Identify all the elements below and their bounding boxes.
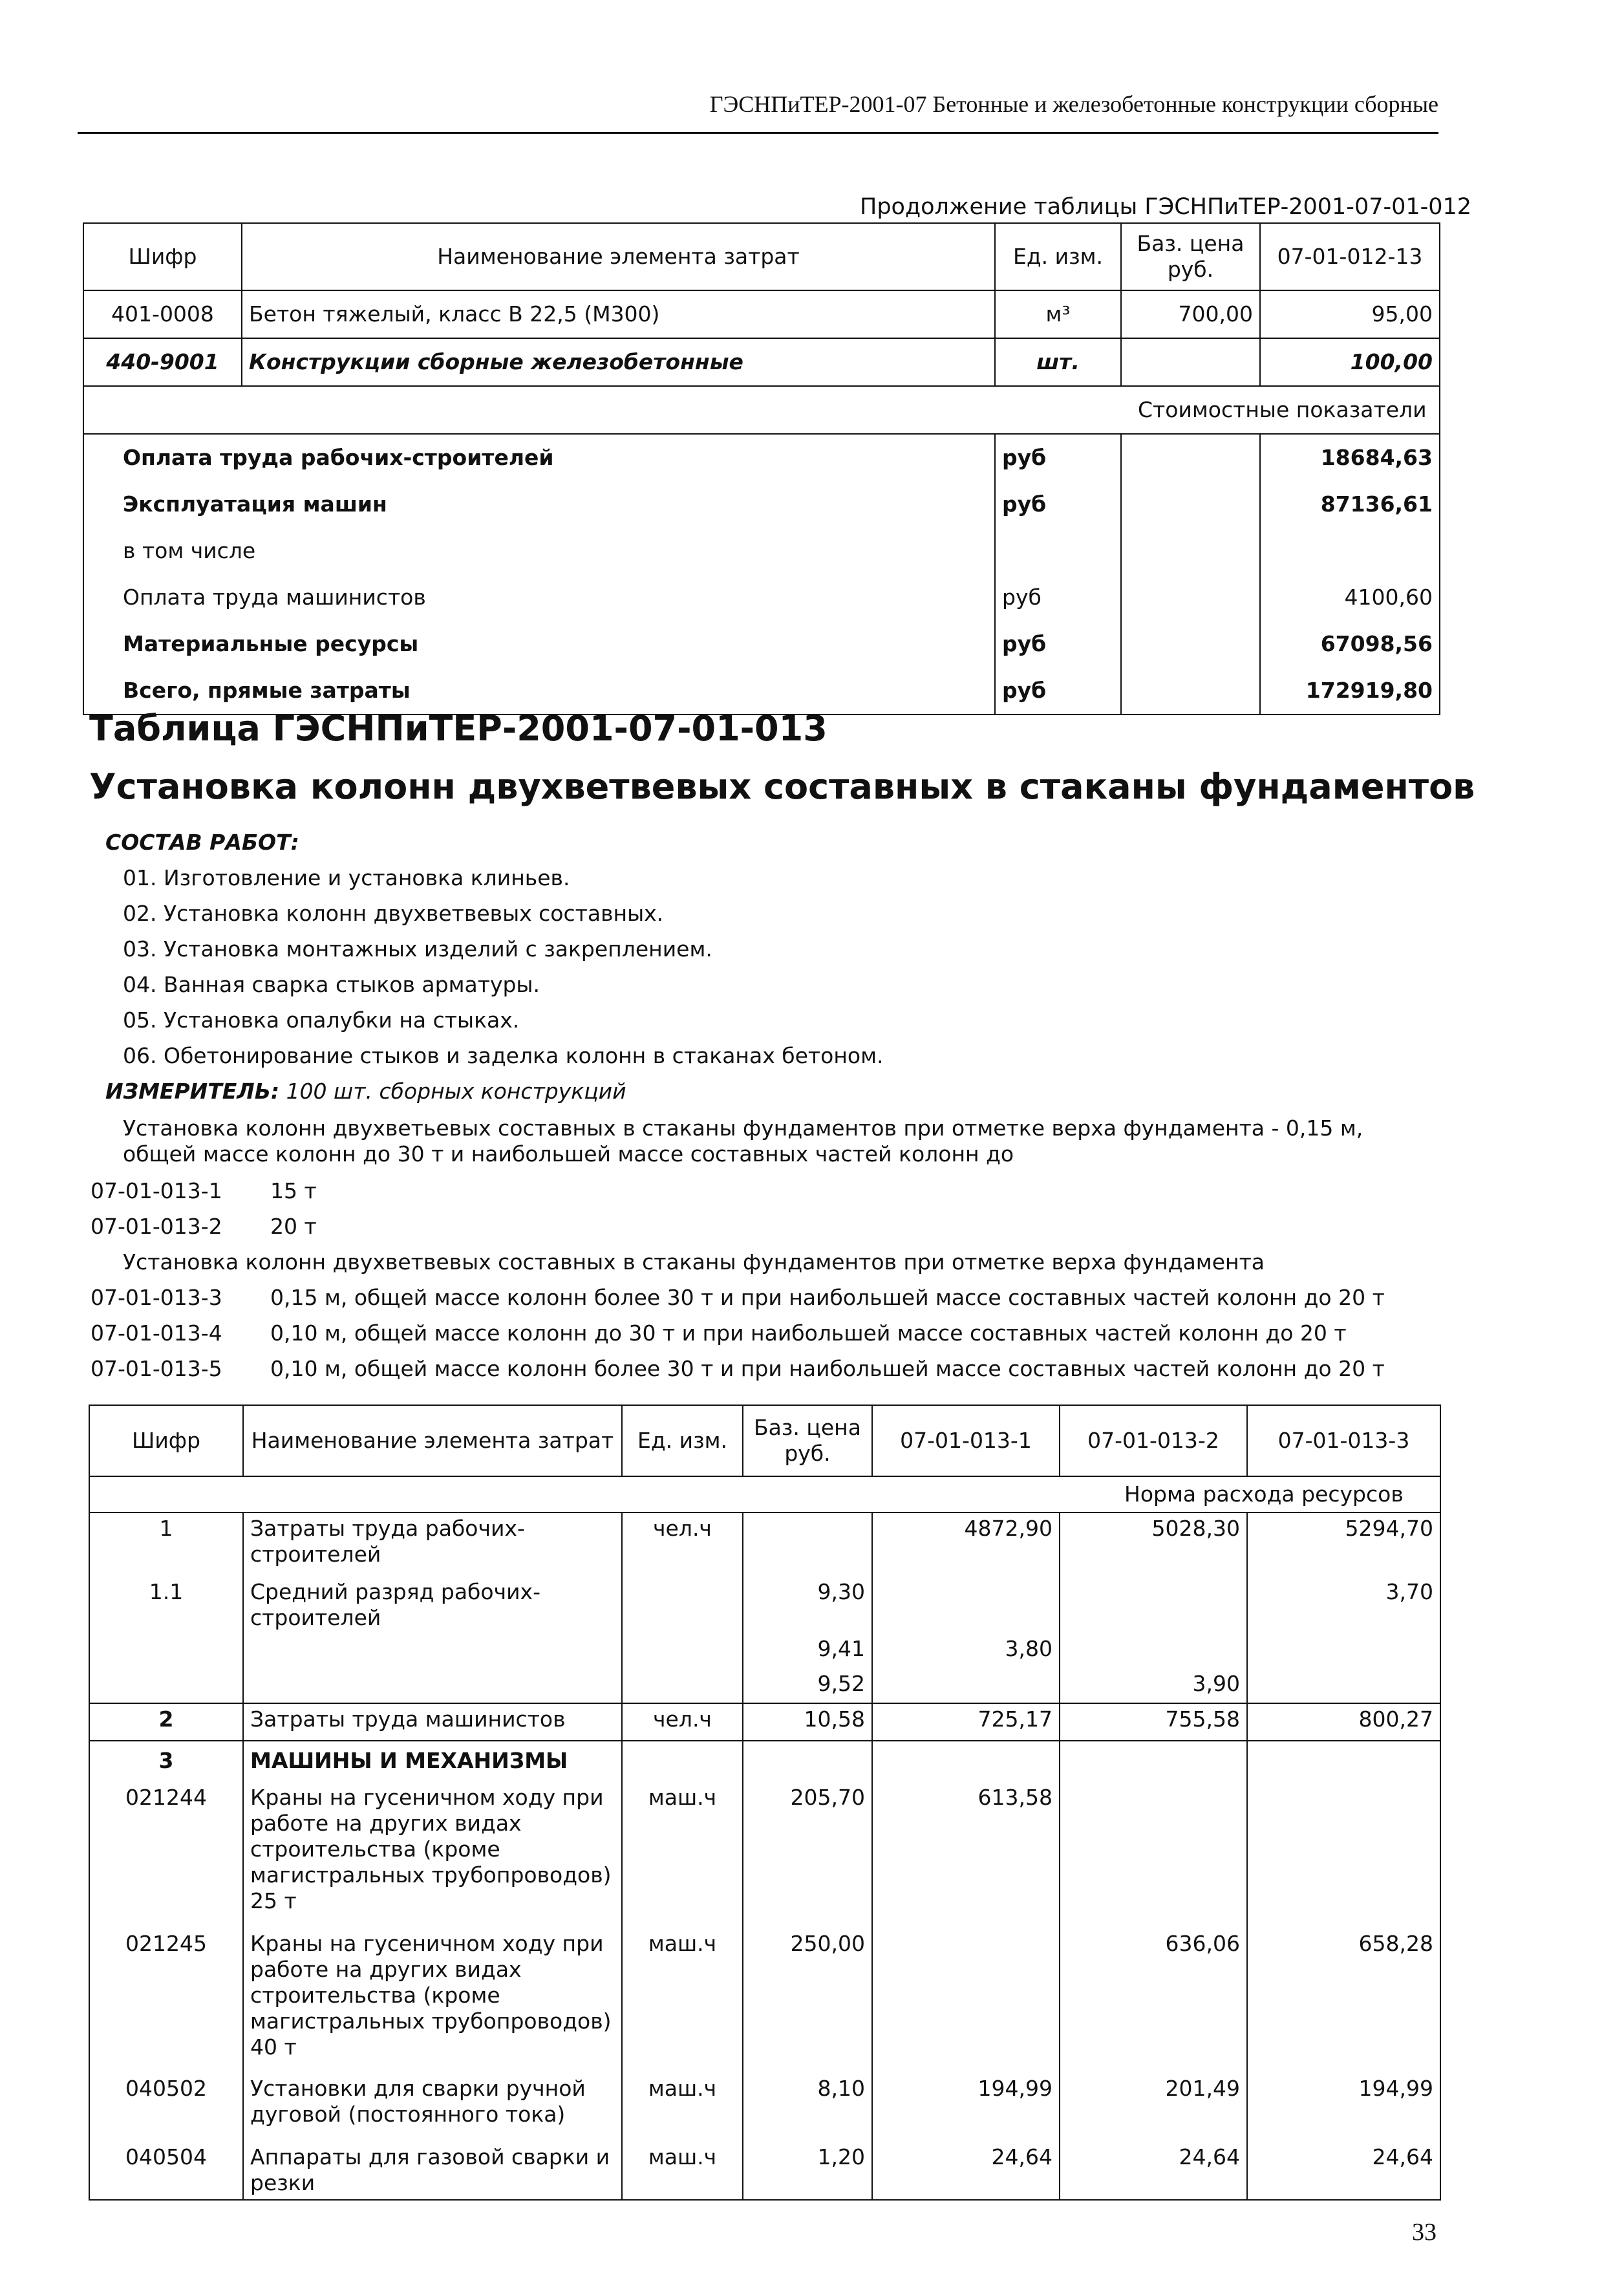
row-name: Конструкции сборные железобетонные [242,338,995,386]
cost-empty [1121,574,1260,621]
page-number: 33 [1412,2219,1437,2246]
row-unit: чел.ч [622,1512,743,1570]
row-unit: чел.ч [622,1703,743,1741]
row-norm-2: 24,64 [1060,2138,1247,2200]
cost-value [1260,528,1440,574]
work-item: 02. Установка колонн двухветвевых составных. [123,901,664,926]
cost-unit: руб [995,434,1121,481]
norm-text: 0,10 м, общей массе колонн до 30 т и при наибольшей массе составных частей колонн до 20 т [270,1320,1347,1346]
cost-name: Эксплуатация машин [83,481,995,528]
continuation-table [83,222,1440,715]
cost-empty [1121,481,1260,528]
table-row [83,290,1440,338]
meter [105,1079,626,1104]
work-item: 06. Обетонирование стыков и заделка колонн в стаканах бетоном. [123,1043,884,1068]
row-norm-2: 636,06 [1060,1924,1247,2069]
col-price: Баз. цена руб. [743,1405,872,1476]
meter-label: ИЗМЕРИТЕЛЬ: [105,1079,280,1104]
row-norm-2 [1060,1570,1247,1633]
row-price: 9,41 [743,1633,872,1668]
cost-value: 87136,61 [1260,481,1440,528]
row-norm-3: 194,99 [1247,2069,1440,2138]
row-code: 3 [89,1741,243,1778]
work-item: 03. Установка монтажных изделий с закреплением. [123,936,712,962]
row-name: Средний разряд рабочих-строителей [243,1570,622,1633]
row-unit: маш.ч [622,1924,743,2069]
cost-empty [1121,621,1260,667]
description-line: Установка колонн двухветьевых составных в стаканы фундаментов при отметке верха фундамента - 0,15 м, [123,1115,1363,1141]
norm-code: 07-01-013-5 [91,1356,222,1381]
resources-table [89,1405,1441,2201]
row-unit [622,1741,743,1778]
row-name: Бетон тяжелый, класс В 22,5 (М300) [242,290,995,338]
col-code: Шифр [89,1405,243,1476]
cost-row [83,574,1440,621]
row-unit: маш.ч [622,1778,743,1924]
row-unit [622,1668,743,1703]
col-value: 07-01-012-13 [1260,223,1440,290]
row-name: Аппараты для газовой сварки и резки [243,2138,622,2200]
row-norm-3: 800,27 [1247,1703,1440,1741]
norm-subheader: Норма расхода ресурсов [89,1476,1440,1512]
row-norm-1 [872,1570,1060,1633]
row-price: 9,30 [743,1570,872,1633]
cost-empty [1121,434,1260,481]
cost-subheader: Стоимостные показатели [83,386,1440,434]
cost-unit: руб [995,481,1121,528]
resources-header-row [89,1405,1440,1476]
row-code [89,1668,243,1703]
col-unit: Ед. изм. [995,223,1121,290]
cost-unit: руб [995,621,1121,667]
col-name: Наименование элемента затрат [242,223,995,290]
col-name: Наименование элемента затрат [243,1405,622,1476]
row-price: 10,58 [743,1703,872,1741]
row-price: 8,10 [743,2069,872,2138]
row-price: 250,00 [743,1924,872,2069]
row-code: 1.1 [89,1570,243,1633]
col-norm-2: 07-01-013-2 [1060,1405,1247,1476]
row-norm-2: 3,90 [1060,1668,1247,1703]
cost-row [83,481,1440,528]
col-unit: Ед. изм. [622,1405,743,1476]
cost-row [83,434,1440,481]
norm-text: 0,15 м, общей массе колонн более 30 т и при наибольшей массе составных частей колонн до 20 т [270,1285,1385,1310]
subheader-row [89,1476,1440,1512]
cost-empty [1121,528,1260,574]
cost-unit: руб [995,574,1121,621]
cost-unit [995,528,1121,574]
row-name: Установки для сварки ручной дуговой (постоянного тока) [243,2069,622,2138]
row-name: Затраты труда рабочих-строителей [243,1512,622,1570]
row-name: Краны на гусеничном ходу при работе на других видах строительства (кроме магистральных трубопроводов) 40 т [243,1924,622,2069]
cost-value: 172919,80 [1260,667,1440,715]
row-price: 205,70 [743,1778,872,1924]
subheader-row [83,386,1440,434]
description-line: Установка колонн двухветвевых составных в стаканы фундаментов при отметке верха фундамента [123,1249,1265,1275]
cost-value: 18684,63 [1260,434,1440,481]
cost-name: в том числе [83,528,995,574]
row-unit [622,1570,743,1633]
row-norm-1 [872,1668,1060,1703]
row-norm-3 [1247,1778,1440,1924]
continuation-header-row [83,223,1440,290]
row-code: 1 [89,1512,243,1570]
table-row [89,1633,1440,1668]
table-row [89,1924,1440,2069]
meter-value: 100 шт. сборных конструкций [286,1079,626,1104]
cost-row [83,528,1440,574]
row-code: 021244 [89,1778,243,1924]
description-line: общей массе колонн до 30 т и наибольшей массе составных частей колонн до [123,1141,1014,1167]
cost-name: Оплата труда рабочих-строителей [83,434,995,481]
row-value: 100,00 [1260,338,1440,386]
table-row [89,1741,1440,1778]
cost-name: Оплата труда машинистов [83,574,995,621]
row-norm-2: 755,58 [1060,1703,1247,1741]
work-item: 01. Изготовление и установка клиньев. [123,865,570,890]
row-norm-1: 725,17 [872,1703,1060,1741]
col-code: Шифр [83,223,242,290]
row-code: 021245 [89,1924,243,2069]
row-norm-1 [872,1924,1060,2069]
row-price [743,1741,872,1778]
row-name: Краны на гусеничном ходу при работе на других видах строительства (кроме магистральных трубопроводов) 25 т [243,1778,622,1924]
norm-text: 15 т [270,1178,317,1203]
row-code: 040504 [89,2138,243,2200]
row-name [243,1633,622,1668]
row-norm-1 [872,1741,1060,1778]
row-code: 040502 [89,2069,243,2138]
cost-row [83,621,1440,667]
table-row [89,1778,1440,1924]
norm-code: 07-01-013-2 [91,1214,222,1239]
norm-code: 07-01-013-1 [91,1178,222,1203]
row-code [89,1633,243,1668]
row-norm-2: 201,49 [1060,2069,1247,2138]
row-name [243,1668,622,1703]
col-norm-3: 07-01-013-3 [1247,1405,1440,1476]
row-norm-3 [1247,1633,1440,1668]
work-item: 04. Ванная сварка стыков арматуры. [123,972,540,997]
row-price [743,1512,872,1570]
row-unit: м³ [995,290,1121,338]
row-norm-1: 3,80 [872,1633,1060,1668]
cost-value: 4100,60 [1260,574,1440,621]
row-norm-1: 194,99 [872,2069,1060,2138]
row-norm-3: 5294,70 [1247,1512,1440,1570]
table-row [89,2069,1440,2138]
col-norm-1: 07-01-013-1 [872,1405,1060,1476]
row-unit: шт. [995,338,1121,386]
section-title: Таблица ГЭСНПиТЕР-2001-07-01-013 [89,708,828,749]
row-norm-3: 24,64 [1247,2138,1440,2200]
cost-unit: руб [995,667,1121,715]
row-norm-3: 3,70 [1247,1570,1440,1633]
work-item: 05. Установка опалубки на стыках. [123,1007,520,1033]
table-row [89,1703,1440,1741]
row-norm-2 [1060,1633,1247,1668]
table-row [89,1668,1440,1703]
norm-text: 20 т [270,1214,317,1239]
row-norm-1: 24,64 [872,2138,1060,2200]
header-rule [78,132,1438,134]
row-value: 95,00 [1260,290,1440,338]
row-price [1121,338,1260,386]
norm-code: 07-01-013-4 [91,1320,222,1346]
row-name: Затраты труда машинистов [243,1703,622,1741]
cost-empty [1121,667,1260,715]
row-norm-3: 658,28 [1247,1924,1440,2069]
row-unit [622,1633,743,1668]
works-label: СОСТАВ РАБОТ: [105,830,299,855]
row-unit: маш.ч [622,2138,743,2200]
row-norm-3 [1247,1741,1440,1778]
row-code: 2 [89,1703,243,1741]
row-norm-2 [1060,1741,1247,1778]
row-price: 1,20 [743,2138,872,2200]
row-norm-2 [1060,1778,1247,1924]
table-row [89,1512,1440,1570]
continuation-caption: Продолжение таблицы ГЭСНПиТЕР-2001-07-01-012 [860,194,1472,220]
row-norm-3 [1247,1668,1440,1703]
table-row [89,2138,1440,2200]
cost-name: Всего, прямые затраты [83,667,995,715]
row-name: МАШИНЫ И МЕХАНИЗМЫ [243,1741,622,1778]
row-unit: маш.ч [622,2069,743,2138]
table-row [83,338,1440,386]
norm-code: 07-01-013-3 [91,1285,222,1310]
row-code: 401-0008 [83,290,242,338]
row-norm-1: 4872,90 [872,1512,1060,1570]
row-code: 440-9001 [83,338,242,386]
row-norm-2: 5028,30 [1060,1512,1247,1570]
cost-value: 67098,56 [1260,621,1440,667]
col-price: Баз. цена руб. [1121,223,1260,290]
section-subtitle: Установка колонн двухветвевых составных в стаканы фундаментов [89,766,1475,807]
norm-text: 0,10 м, общей массе колонн более 30 т и при наибольшей массе составных частей колонн до 20 т [270,1356,1385,1381]
row-norm-1: 613,58 [872,1778,1060,1924]
cost-name: Материальные ресурсы [83,621,995,667]
running-header: ГЭСНПиТЕР-2001-07 Бетонные и железобетонные конструкции сборные [709,91,1438,117]
table-row [89,1570,1440,1633]
row-price: 9,52 [743,1668,872,1703]
row-price: 700,00 [1121,290,1260,338]
